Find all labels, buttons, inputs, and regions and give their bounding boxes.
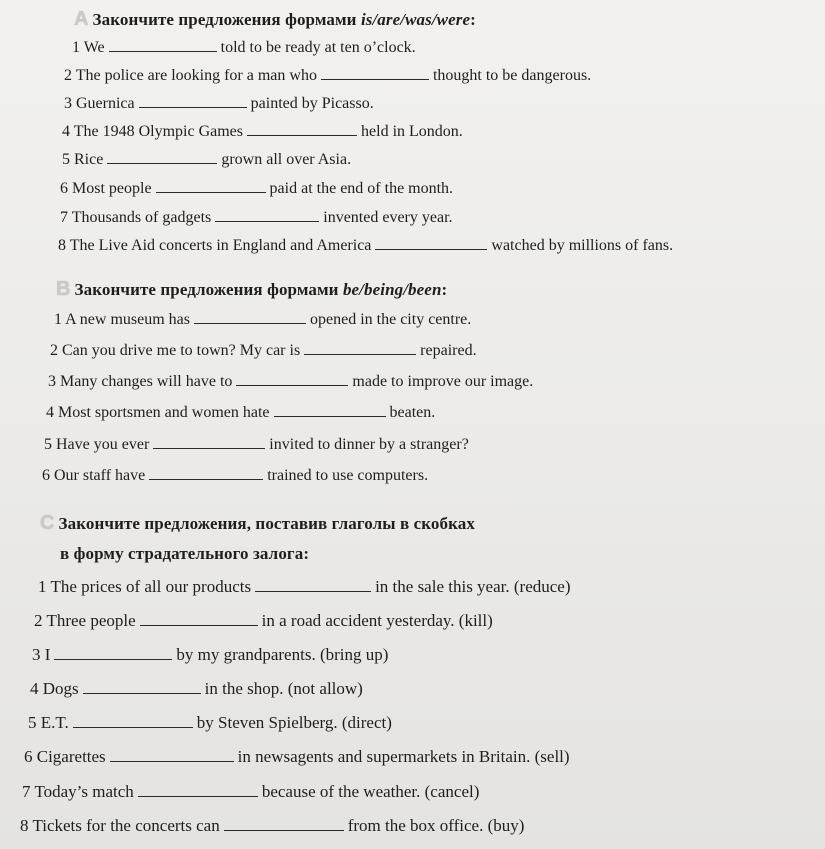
item-text-after: opened in the city centre. — [310, 311, 472, 328]
item-text-before: 4 Dogs — [30, 679, 79, 698]
exercise-a-item — [58, 236, 673, 256]
exercise-c-item — [30, 679, 363, 699]
item-text-after: painted by Picasso. — [250, 95, 374, 112]
exercise-a-item — [60, 208, 453, 228]
section-a-title-suffix: : — [470, 10, 476, 29]
item-text-after: invited to dinner by a stranger? — [269, 436, 469, 453]
item-text-after: by Steven Spielberg. (direct) — [196, 713, 392, 732]
exercise-a-item — [64, 66, 591, 86]
item-text-after: thought to be dangerous. — [432, 67, 592, 84]
item-text-after: held in London. — [361, 123, 463, 140]
answer-blank[interactable] — [247, 122, 357, 136]
exercise-b-item — [42, 466, 428, 486]
item-text-before: 2 Three people — [34, 611, 136, 630]
item-text-before: 6 Our staff have — [42, 467, 146, 484]
item-text-before: 5 Have you ever — [44, 436, 150, 453]
item-text-before: 6 Cigarettes — [24, 747, 106, 766]
exercise-c-item — [28, 713, 392, 733]
exercise-a-item — [72, 38, 416, 58]
answer-blank[interactable] — [107, 150, 217, 164]
item-text-before: 5 Rice — [62, 151, 104, 168]
item-text-before: 6 Most people — [60, 180, 152, 197]
item-text-after: made to improve our image. — [352, 373, 534, 390]
item-text-before: 7 Thousands of gadgets — [60, 209, 212, 226]
answer-blank[interactable] — [255, 578, 371, 592]
item-text-before: 7 Today’s match — [22, 782, 134, 801]
answer-blank[interactable] — [138, 783, 258, 797]
item-text-before: 1 A new museum has — [54, 311, 190, 328]
exercise-a-item — [62, 150, 351, 170]
answer-blank[interactable] — [140, 612, 258, 626]
item-text-after: in newsagents and supermarkets in Britain. (sell) — [237, 747, 570, 766]
exercise-b-item — [46, 403, 435, 423]
item-text-before: 1 The prices of all our products — [38, 577, 252, 596]
section-c-title-second-line — [60, 544, 309, 564]
exercise-a-item — [60, 179, 453, 199]
item-text-after: by my grandparents. (bring up) — [176, 645, 389, 664]
exercise-b-item — [48, 372, 533, 392]
exercise-c-item — [22, 782, 479, 802]
item-text-before: 8 The Live Aid concerts in England and America — [58, 237, 372, 254]
answer-blank[interactable] — [153, 435, 265, 449]
item-text-after: trained to use computers. — [267, 467, 429, 484]
answer-blank[interactable] — [109, 38, 217, 52]
section-a-title — [74, 8, 476, 31]
section-b-letter: B — [56, 278, 71, 300]
item-text-after: because of the weather. (cancel) — [261, 782, 480, 801]
item-text-before: 3 Guernica — [64, 95, 135, 112]
item-text-before: 4 The 1948 Olympic Games — [62, 123, 244, 140]
item-text-after: watched by millions of fans. — [491, 237, 674, 254]
item-text-after: grown all over Asia. — [221, 151, 352, 168]
answer-blank[interactable] — [321, 66, 429, 80]
exercise-c-item — [20, 816, 524, 836]
item-text-after: repaired. — [420, 342, 477, 359]
item-text-after: paid at the end of the month. — [269, 180, 454, 197]
item-text-after: from the box office. (buy) — [347, 816, 525, 835]
section-a-letter: A — [74, 8, 89, 30]
item-text-before: 3 Many changes will have to — [48, 373, 233, 390]
answer-blank[interactable] — [149, 466, 263, 480]
exercise-b-item — [50, 341, 477, 361]
answer-blank[interactable] — [304, 341, 416, 355]
section-c-title-line2: в форму страдательного залога: — [60, 544, 310, 563]
exercise-a-item — [62, 122, 463, 142]
answer-blank[interactable] — [224, 817, 344, 831]
exercise-b-item — [54, 310, 471, 330]
section-c-letter: C — [40, 512, 55, 534]
exercise-a-item — [64, 94, 374, 114]
section-b-title — [56, 278, 447, 301]
answer-blank[interactable] — [139, 94, 247, 108]
exercise-c-item — [38, 577, 571, 597]
answer-blank[interactable] — [194, 310, 306, 324]
item-text-before: 3 I — [32, 645, 51, 664]
item-text-before: 8 Tickets for the concerts can — [20, 816, 220, 835]
item-text-after: in the shop. (not allow) — [204, 679, 363, 698]
item-text-before: 2 The police are looking for a man who — [64, 67, 317, 84]
answer-blank[interactable] — [375, 236, 487, 250]
section-a-title-prefix: Закончите предложения формами — [92, 10, 361, 29]
item-text-after: in a road accident yesterday. (kill) — [261, 611, 493, 630]
section-a-title-forms: is/are/was/were — [360, 10, 471, 29]
item-text-before: 2 Can you drive me to town? My car is — [50, 342, 301, 359]
item-text-after: in the sale this year. (reduce) — [375, 577, 571, 596]
answer-blank[interactable] — [156, 179, 266, 193]
section-c-title — [40, 512, 475, 535]
exercise-c-item — [34, 611, 493, 631]
section-b-title-prefix: Закончите предложения формами — [74, 280, 343, 299]
exercise-c-item — [32, 645, 388, 665]
answer-blank[interactable] — [54, 646, 172, 660]
answer-blank[interactable] — [73, 714, 193, 728]
answer-blank[interactable] — [274, 403, 386, 417]
section-c-title-line1: Закончите предложения, поставив глаголы в скобках — [58, 514, 475, 533]
item-text-after: told to be ready at ten o’clock. — [220, 39, 416, 56]
answer-blank[interactable] — [215, 208, 319, 222]
item-text-before: 5 E.T. — [28, 713, 69, 732]
item-text-after: beaten. — [389, 404, 436, 421]
item-text-before: 4 Most sportsmen and women hate — [46, 404, 270, 421]
exercise-c-item — [24, 747, 570, 767]
section-b-title-suffix: : — [441, 280, 448, 299]
section-b-title-forms: be/being/been — [342, 280, 442, 299]
answer-blank[interactable] — [236, 372, 348, 386]
item-text-after: invented every year. — [323, 209, 453, 226]
item-text-before: 1 We — [72, 39, 105, 56]
exercise-b-item — [44, 435, 469, 455]
answer-blank[interactable] — [110, 748, 234, 762]
answer-blank[interactable] — [83, 680, 201, 694]
